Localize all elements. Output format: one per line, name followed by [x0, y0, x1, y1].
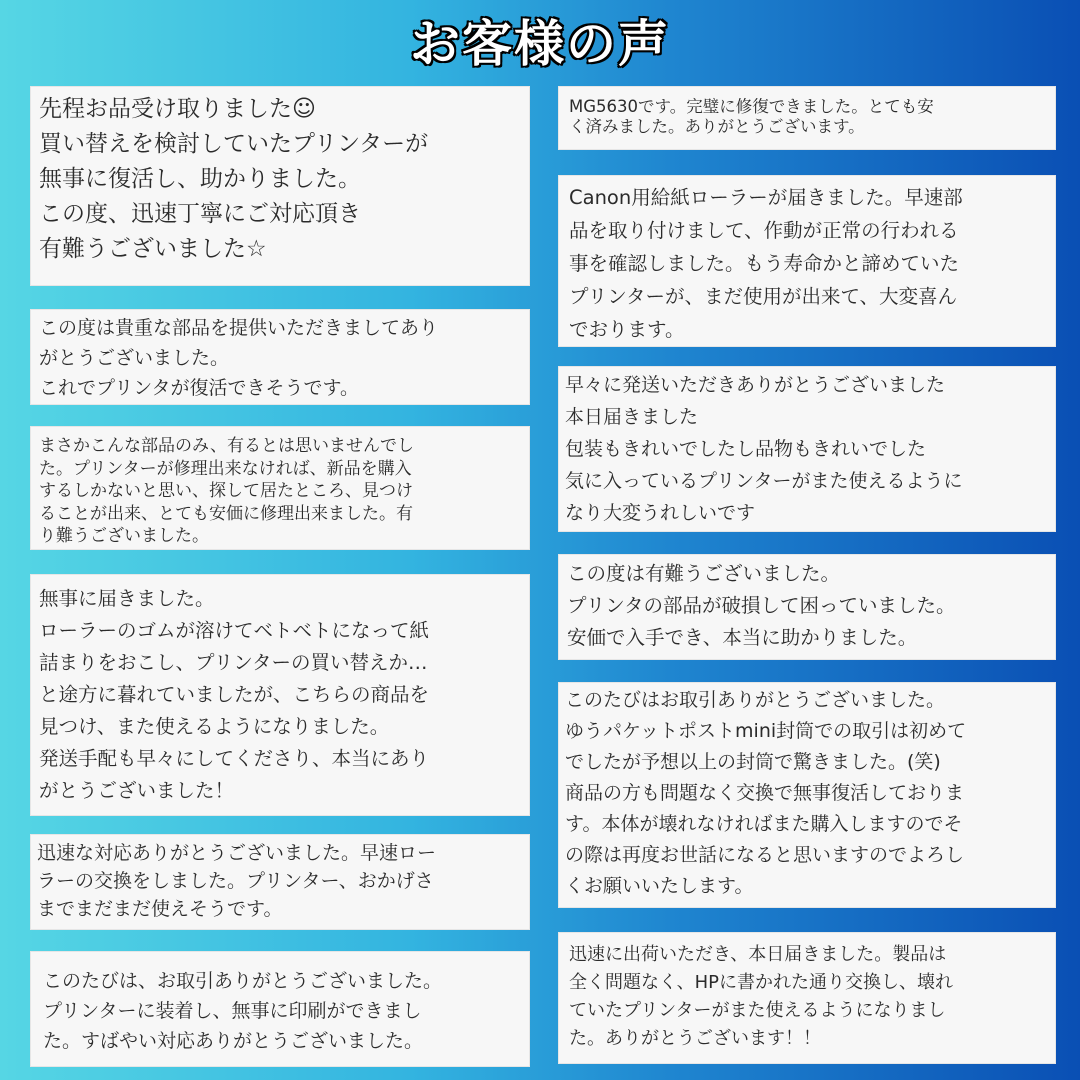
review-card: 早々に発送いただきありがとうございました 本日届きました 包装もきれいでしたし品物もきれいでした 気に入っているプリンターがまた使えるように なり大変うれしいです: [558, 366, 1056, 532]
review-card: このたびはお取引ありがとうございました。 ゆうパケットポストmini封筒での取引は初めて でしたが予想以上の封筒で驚きました。(笑) 商品の方も問題なく交換で無事復活しておりま す。本体が壊れなければまた購入しますのでそ の際は再度お世話になると思いますのでよろし くお願いいたします。: [558, 682, 1056, 908]
review-card: 迅速な対応ありがとうございました。早速ロー ラーの交換をしました。プリンター、おかげさ までまだまだ使えそうです。: [30, 834, 530, 930]
review-card: MG5630です。完璧に修復できました。とても安 く済みました。ありがとうございます。: [558, 86, 1056, 150]
review-card: 無事に届きました。 ローラーのゴムが溶けてベトベトになって紙 詰まりをおこし、プリンターの買い替えか… と途方に暮れていましたが、こちらの商品を 見つけ、また使えるようになりました。 発送手配も早々にしてくださり、本当にあり がとうございました！: [30, 574, 530, 816]
review-card: この度は有難うございました。 プリンタの部品が破損して困っていました。 安価で入手でき、本当に助かりました。: [558, 554, 1056, 660]
review-card: 先程お品受け取りました☺ 買い替えを検討していたプリンターが 無事に復活し、助かりました。 この度、迅速丁寧にご対応頂き 有難うございました☆: [30, 86, 530, 286]
review-card: 迅速に出荷いただき、本日届きました。製品は 全く問題なく、HPに書かれた通り交換し、壊れ ていたプリンターがまた使えるようになりまし た。ありがとうございます！！: [558, 932, 1056, 1064]
review-card: Canon用給紙ローラーが届きました。早速部 品を取り付けまして、作動が正常の行われる 事を確認しました。もう寿命かと諦めていた プリンターが、まだ使用が出来て、大変喜ん でおります。: [558, 175, 1056, 347]
review-card: この度は貴重な部品を提供いただきましてあり がとうございました。 これでプリンタが復活できそうです。: [30, 309, 530, 405]
review-card: このたびは、お取引ありがとうございました。 プリンターに装着し、無事に印刷ができまし た。すばやい対応ありがとうございました。: [30, 951, 530, 1067]
review-card: まさかこんな部品のみ、有るとは思いませんでし た。プリンターが修理出来なければ、新品を購入 するしかないと思い、探して居たところ、見つけ ることが出来、とても安価に修理出来ました。有 り難うございました。: [30, 426, 530, 550]
page-title: お客様の声: [410, 15, 670, 73]
